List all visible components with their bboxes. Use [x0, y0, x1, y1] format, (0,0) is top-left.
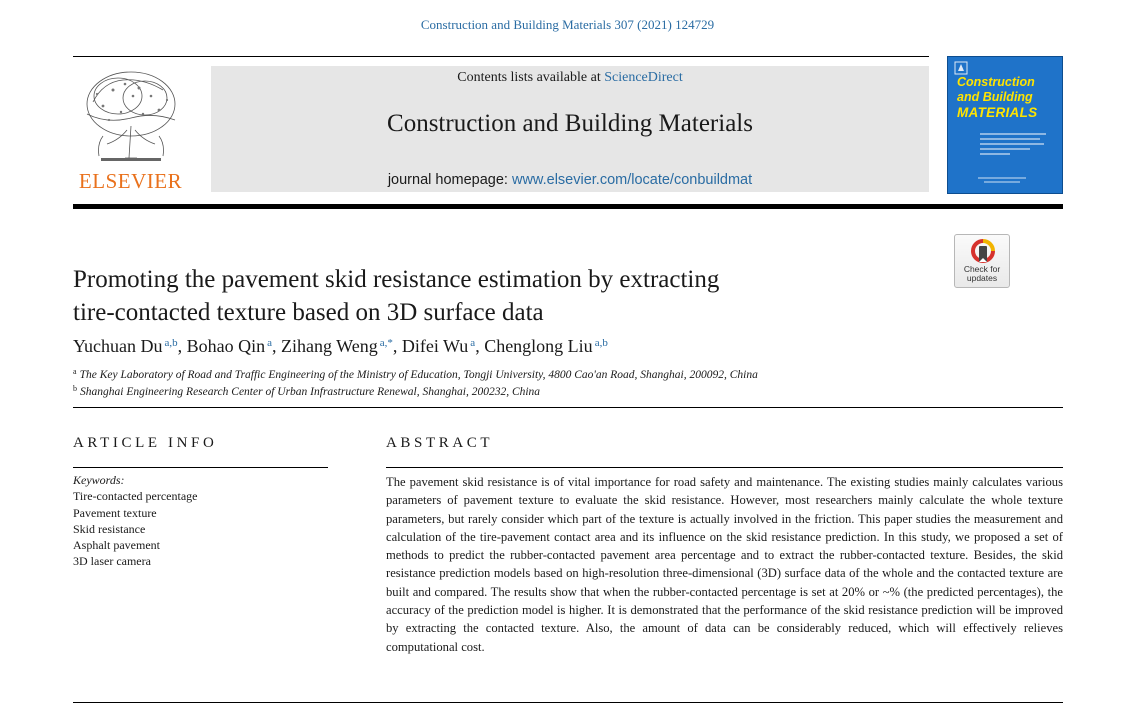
cover-title: Construction and Building MATERIALS: [957, 75, 1038, 120]
cover-emblem-icon: [954, 61, 968, 75]
author-name[interactable]: Yuchuan Du: [73, 336, 163, 356]
keyword-item[interactable]: 3D laser camera: [73, 554, 151, 568]
affiliation-marker[interactable]: a: [470, 337, 476, 349]
check-for-updates-label: Check for updates: [963, 264, 1001, 283]
affiliation-marker[interactable]: a,*: [379, 337, 393, 349]
author-name[interactable]: Chenglong Liu: [484, 336, 593, 356]
journal-homepage-link[interactable]: www.elsevier.com/locate/conbuildmat: [511, 172, 753, 188]
article-info-heading: ARTICLE INFO: [73, 435, 218, 451]
cover-footer-lines: [978, 175, 1028, 185]
keywords-label: Keywords:: [73, 473, 125, 487]
affiliation-marker[interactable]: a,b: [164, 337, 178, 349]
contents-available-line: Contents lists available at ScienceDirect: [457, 70, 683, 85]
cover-subtitle-lines: [980, 131, 1050, 161]
affiliation-b: $^b$ Shanghai Engineering Research Center of Urban Infrastructure Renewal, Shanghai, 200232, China: [73, 384, 541, 398]
affiliation-marker[interactable]: a: [267, 337, 273, 349]
section-divider: [73, 407, 1063, 408]
abstract-text: The pavement skid resistance is of vital importance for road safety and maintenance. The existing studies mainly calculates various parameters of pavement texture to evaluate the skid resistance. However, most researchers mainly calculate the whole texture parameters, but rarely consider which part of the texture is actually involved in the friction. This paper studies the measurement and calculation of the tire-pavement contact area and its influence on the skid resistance prediction. In this study, we proposed a set of methods to predict the rubber-contacted pavement area percentage and to extract the rubber-contacted texture. Besides, the skid resistance prediction models based on high-resolution three-dimensional (3D) surface data of the whole and the contacted texture are built and compared. The results show that when the rubber-contacted percentage is set at 20% or ~% (the predicted percentages), the accuracy of the prediction model is higher. It is demonstrated that the performance of the skid resistance prediction will be improved by extracting the contacted texture. Also, the amount of data can be considerably reduced, which will effectively relieves computational cost.: [386, 475, 1063, 654]
keyword-item[interactable]: Pavement texture: [73, 506, 157, 520]
sciencedirect-link[interactable]: ScienceDirect: [604, 70, 683, 85]
abstract-heading: ABSTRACT: [386, 435, 494, 451]
journal-cover-thumbnail[interactable]: [947, 56, 1063, 194]
header-top-rule: [73, 56, 929, 57]
crossmark-icon: [971, 239, 995, 265]
author-name[interactable]: Difei Wu: [401, 336, 469, 356]
author-list: Yuchuan Du $^{a,b}$, Bohao Qin $^a$, Zihang Weng $^{a,*}$, Difei Wu $^a$, Chenglong Liu $^{a,b}$: [73, 336, 608, 356]
header-bottom-rule: [73, 204, 1063, 209]
affiliation-a: $^a$ The Key Laboratory of Road and Traffic Engineering of the Ministry of Education, Tongji University, 4800 Cao'an Road, Shanghai, 200092, China: [73, 367, 758, 381]
abstract-rule: [386, 467, 1063, 468]
author-name[interactable]: Zihang Weng: [281, 336, 378, 356]
elsevier-tree-icon: [73, 66, 188, 170]
elsevier-logo[interactable]: [73, 66, 188, 194]
keyword-item[interactable]: Skid resistance: [73, 522, 146, 536]
keyword-item[interactable]: Tire-contacted percentage: [73, 489, 198, 503]
journal-name: Construction and Building Materials: [387, 110, 753, 137]
journal-header-band: [211, 66, 929, 192]
bottom-rule: [73, 702, 1063, 703]
author-name[interactable]: Bohao Qin: [186, 336, 266, 356]
journal-homepage-line: journal homepage: www.elsevier.com/locate/conbuildmat: [387, 172, 753, 188]
elsevier-wordmark: ELSEVIER: [78, 169, 183, 193]
article-info-rule: [73, 467, 328, 468]
article-title: Promoting the pavement skid resistance estimation by extracting tire-contacted texture based on 3D surface data: [73, 266, 720, 326]
journal-citation[interactable]: Construction and Building Materials 307 (2021) 124729: [420, 17, 715, 32]
check-for-updates-button[interactable]: [954, 234, 1010, 288]
keyword-item[interactable]: Asphalt pavement: [73, 538, 160, 552]
affiliation-marker[interactable]: a,b: [594, 337, 608, 349]
